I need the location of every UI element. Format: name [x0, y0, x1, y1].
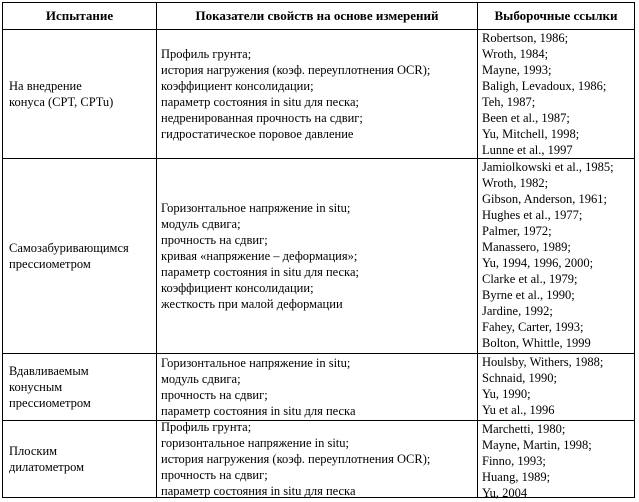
property-line: параметр состояния in situ для песка; — [161, 95, 359, 109]
reference-line: Been et al., 1987; — [482, 111, 570, 125]
reference-line: Yu, 1994, 1996, 2000; — [482, 256, 594, 270]
test-line: Плоским — [9, 444, 58, 458]
reference-line: Mayne, 1993; — [482, 63, 552, 77]
test-line: прессиометром — [9, 257, 91, 271]
reference-line: Jamiolkowski et al., 1985; — [482, 160, 614, 174]
reference-line: Yu, 2004 — [482, 486, 528, 500]
reference-line: Hughes et al., 1977; — [482, 208, 583, 222]
reference-line: Fahey, Carter, 1993; — [482, 320, 584, 334]
reference-line: Gibson, Anderson, 1961; — [482, 192, 607, 206]
reference-line: Baligh, Levadoux, 1986; — [482, 79, 607, 93]
property-line: гидростатическое поровое давление — [161, 127, 354, 141]
reference-line: Manassero, 1989; — [482, 240, 571, 254]
test-line: конусным — [9, 380, 63, 394]
property-line: прочность на сдвиг; — [161, 468, 268, 482]
table-row-3-test — [3, 354, 156, 420]
property-line: параметр состояния in situ для песка; — [161, 265, 359, 279]
reference-line: Robertson, 1986; — [482, 31, 569, 45]
property-line: прочность на сдвиг; — [161, 388, 268, 402]
reference-line: Bolton, Whittle, 1999 — [482, 336, 591, 350]
table-row-2-references — [478, 159, 634, 353]
table-row-1-properties — [157, 30, 477, 158]
reference-line: Mayne, Martin, 1998; — [482, 438, 592, 452]
property-line: Горизонтальное напряжение in situ; — [161, 201, 351, 215]
test-line: Вдавливаемым — [9, 364, 89, 378]
header-properties: Показатели свойств на основе измерений — [195, 8, 439, 23]
table-row-1-references — [478, 30, 634, 158]
property-line: коэффициент консолидации; — [161, 281, 314, 295]
table-row-2-properties — [157, 159, 477, 353]
reference-line: Finno, 1993; — [482, 454, 546, 468]
table-row-4-references — [478, 421, 634, 500]
reference-line: Palmer, 1972; — [482, 224, 552, 238]
reference-line: Yu, Mitchell, 1998; — [482, 127, 580, 141]
table-row-4-test — [3, 421, 156, 497]
test-line: На внедрение — [9, 79, 82, 93]
property-line: жесткость при малой деформации — [161, 297, 343, 311]
reference-line: Yu et al., 1996 — [482, 403, 555, 417]
reference-line: Wroth, 1984; — [482, 47, 549, 61]
header-test: Испытание — [45, 8, 114, 23]
property-line: Профиль грунта; — [161, 47, 252, 61]
test-line: конуса (CPT, CPTu) — [9, 95, 114, 109]
property-line: история нагружения (коэф. переуплотнения OCR); — [161, 63, 431, 77]
reference-line: Houlsby, Withers, 1988; — [482, 355, 604, 369]
property-line: Профиль грунта; — [161, 420, 252, 434]
test-line: дилатометром — [9, 460, 85, 474]
property-line: параметр состояния in situ для песка — [161, 404, 356, 418]
table-row-3-references — [478, 354, 634, 420]
reference-line: Marchetti, 1980; — [482, 422, 566, 436]
reference-line: Wroth, 1982; — [482, 176, 549, 190]
property-line: модуль сдвига; — [161, 372, 241, 386]
reference-line: Schnaid, 1990; — [482, 371, 557, 385]
property-line: прочность на сдвиг; — [161, 233, 268, 247]
header-references: Выборочные ссылки — [494, 8, 618, 23]
property-line: история нагружения (коэф. переуплотнения OCR); — [161, 452, 431, 466]
table-row-4-properties — [157, 421, 477, 497]
reference-line: Lunne et al., 1997 — [482, 143, 573, 157]
reference-line: Yu, 1990; — [482, 387, 531, 401]
reference-line: Huang, 1989; — [482, 470, 551, 484]
reference-line: Clarke et al., 1979; — [482, 272, 578, 286]
property-line: модуль сдвига; — [161, 217, 241, 231]
property-line: горизонтальное напряжение in situ; — [161, 436, 350, 450]
property-line: Горизонтальное напряжение in situ; — [161, 356, 351, 370]
table-row-3-properties — [157, 354, 477, 420]
test-line: прессиометром — [9, 396, 91, 410]
reference-line: Jardine, 1992; — [482, 304, 553, 318]
reference-line: Byrne et al., 1990; — [482, 288, 575, 302]
property-line: кривая «напряжение – деформация»; — [161, 249, 358, 263]
properties-table — [2, 2, 635, 498]
property-line: недренированная прочность на сдвиг; — [161, 111, 363, 125]
reference-line: Teh, 1987; — [482, 95, 536, 109]
table-row-1-test — [3, 30, 156, 158]
test-line: Самозабуривающимся — [9, 241, 129, 255]
property-line: параметр состояния in situ для песка — [161, 484, 356, 498]
property-line: коэффициент консолидации; — [161, 79, 314, 93]
table-row-2-test — [3, 159, 156, 353]
